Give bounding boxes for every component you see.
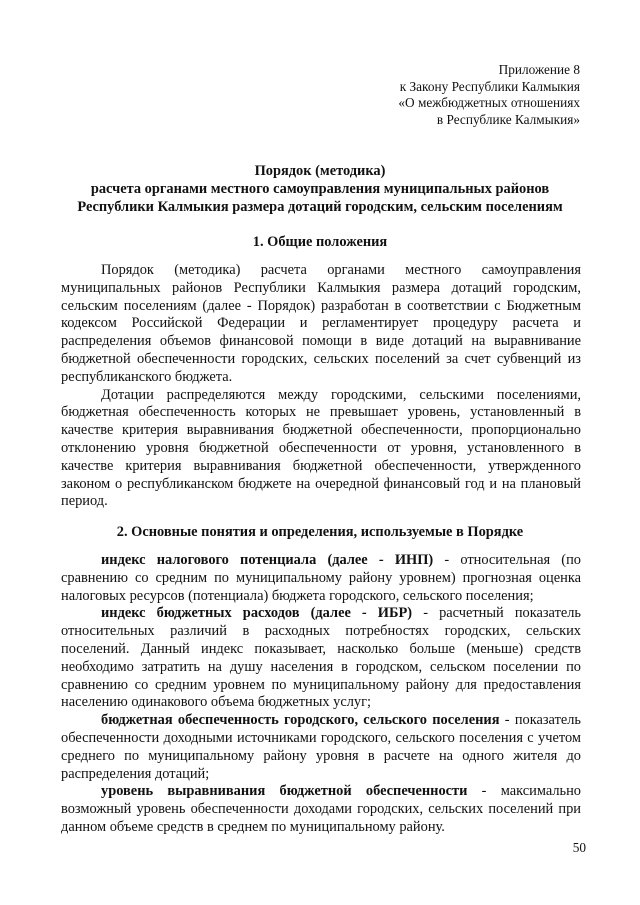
definition-term: индекс налогового потенциала (далее - ИНП) [101, 552, 434, 568]
appendix-line: «О межбюджетных отношениях [398, 95, 580, 111]
paragraph: Порядок (методика) расчета органами местного самоуправления муниципальных районов Республики Калмыкия размера дотаций городским, сельским поселениям (далее - Порядок) разработан в соответствии с Бюджетным кодексом Российской Федерации и регламентирует процедуру расчета и распределения объемов финансовой помощи в виде дотаций на выравнивание бюджетной обеспеченности городских, сельских поселений за счет субвенций из республиканского бюджета. [61, 262, 581, 385]
definition-term: уровень выравнивания бюджетной обеспеченности [101, 783, 468, 800]
definition-text: - расчетный показатель относительных различий в расходных потребностях городских, сельских поселений. Данный индекс показывает, насколько больше (меньше) средств необходимо затратить на душу населения в городском, сельском поселении по сравнению со средним уровнем по муниципальному району для предоставления населению одинакового объема бюджетных услуг; [61, 605, 581, 711]
appendix-line: Приложение 8 [498, 62, 580, 77]
title-line: Порядок (методика) [254, 163, 386, 179]
title-line: расчета органами местного самоуправления муниципальных районов [90, 181, 550, 197]
paragraph: Дотации распределяются между городскими, сельскими поселениями, бюджетная обеспеченность которых не превышает уровень, установленный в качестве критерия выравнивания бюджетной обеспеченности, пропорционально отклонению уровня бюджетной обеспеченности от уровня, установленного в качестве критерия выравнивания бюджетной обеспеченности, утвержденного законом о республиканском бюджете на очередной финансовый год и на плановый период. [61, 386, 581, 510]
appendix-note [398, 62, 580, 128]
section-2-body [61, 552, 581, 837]
appendix-line: в Республике Калмыкия» [436, 111, 580, 127]
section-1-heading: 1. Общие положения [252, 234, 388, 250]
definition-term: бюджетная обеспеченность городского, сельского поселения [101, 712, 500, 729]
definition-text: - показатель обеспеченности доходными источниками городского, сельского поселения с учетом среднего по муниципальному району уровня в расчете на одного жителя до распределения дотаций; [61, 712, 581, 782]
section-2-heading: 2. Основные понятия и определения, используемые в Порядке [116, 524, 524, 540]
definition-text: - максимально возможный уровень обеспеченности доходами городских, сельских поселений при данном объеме средств в среднем по муниципальному району. [61, 783, 581, 835]
definition-item [61, 783, 581, 836]
definition-item [61, 552, 581, 605]
page-number: 50 [572, 840, 586, 855]
definition-item [61, 712, 581, 783]
definition-text: - относительная (по сравнению со средним по муниципальному району уровнем) прогнозная оценка налоговых ресурсов (потенциала) бюджета городского, сельского поселения; [61, 552, 581, 604]
appendix-line: к Закону Республики Калмыкия [399, 78, 580, 94]
definition-item [61, 605, 581, 712]
document-title [40, 162, 600, 216]
section-1-body [61, 262, 581, 511]
title-line: Республики Калмыкия размера дотаций городским, сельским поселениям [77, 199, 563, 215]
definition-term: индекс бюджетных расходов (далее - ИБР) [101, 605, 413, 622]
